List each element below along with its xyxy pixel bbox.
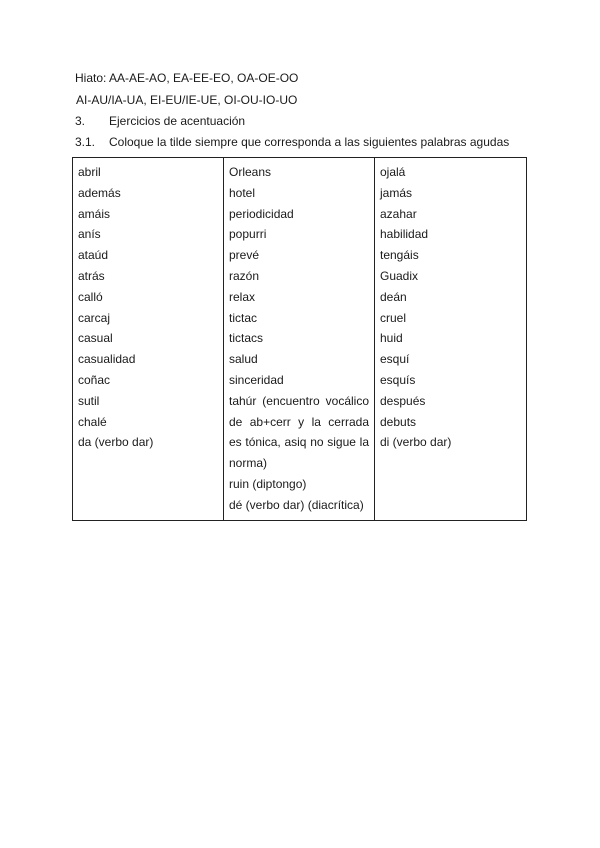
word-item: razón (229, 268, 260, 283)
section-3-1-number: 3.1. (75, 135, 96, 149)
word-item: tahúr (encuentro vocálico (229, 393, 369, 408)
hiato-line-1: Hiato: AA-AE-AO, EA-EE-EO, OA-OE-OO (75, 71, 299, 85)
section-3-1-title: Coloque la tilde siempre que corresponda a las siguientes palabras agudas (109, 135, 510, 149)
word-item: prevé (229, 248, 260, 263)
word-item: tengáis (380, 248, 419, 263)
word-item: esquí (380, 352, 410, 367)
section-3-title: Ejercicios de acentuación (109, 114, 246, 128)
word-item: tictac (229, 310, 258, 325)
word-item: popurri (229, 227, 267, 242)
hiato-line-2: AI-AU/IA-UA, EI-EU/IE-UE, OI-OU-IO-UO (76, 93, 298, 107)
word-item: de ab+cerr y la cerrada (229, 414, 369, 429)
word-item: carcaj (78, 310, 111, 325)
word-item: casualidad (78, 352, 136, 367)
word-item: azahar (380, 206, 417, 221)
word-item: coñac (78, 372, 111, 387)
word-item: casual (78, 331, 113, 346)
word-item: debuts (380, 414, 417, 429)
word-item: calló (78, 289, 103, 304)
word-item: di (verbo dar) (380, 435, 452, 450)
word-item: ruin (diptongo) (229, 476, 307, 491)
word-item: da (verbo dar) (78, 435, 154, 450)
word-item: periodicidad (229, 206, 294, 221)
word-item: ojalá (380, 165, 406, 179)
word-item: sutil (78, 393, 100, 408)
word-item: ataúd (78, 248, 109, 263)
word-item: atrás (78, 268, 105, 283)
word-item: deán (380, 289, 407, 304)
word-item: amáis (78, 206, 111, 221)
word-item: jamás (380, 185, 413, 200)
word-item: dé (verbo dar) (diacrítica) (229, 497, 364, 512)
word-item: después (380, 393, 426, 408)
words-column-1 (73, 158, 224, 521)
section-3-number: 3. (75, 114, 86, 128)
words-column-2 (224, 158, 375, 521)
word-item: hotel (229, 185, 256, 200)
word-item: además (78, 185, 121, 200)
word-item: salud (229, 352, 258, 367)
words-table (72, 157, 527, 521)
word-item: Orleans (229, 165, 272, 179)
word-item: relax (229, 289, 256, 304)
word-item: anís (78, 227, 101, 242)
word-item: chalé (78, 414, 107, 429)
words-column-3 (375, 158, 527, 521)
word-item: Guadix (380, 268, 419, 283)
word-item: es tónica, asiq no sigue la (229, 435, 369, 450)
word-item: esquís (380, 372, 416, 387)
word-item: abril (78, 165, 101, 179)
word-item: tictacs (229, 331, 264, 346)
word-item: huid (380, 331, 403, 346)
word-item: norma) (229, 456, 268, 471)
word-item: habilidad (380, 227, 429, 242)
word-item: sinceridad (229, 372, 284, 387)
word-item: cruel (380, 310, 407, 325)
